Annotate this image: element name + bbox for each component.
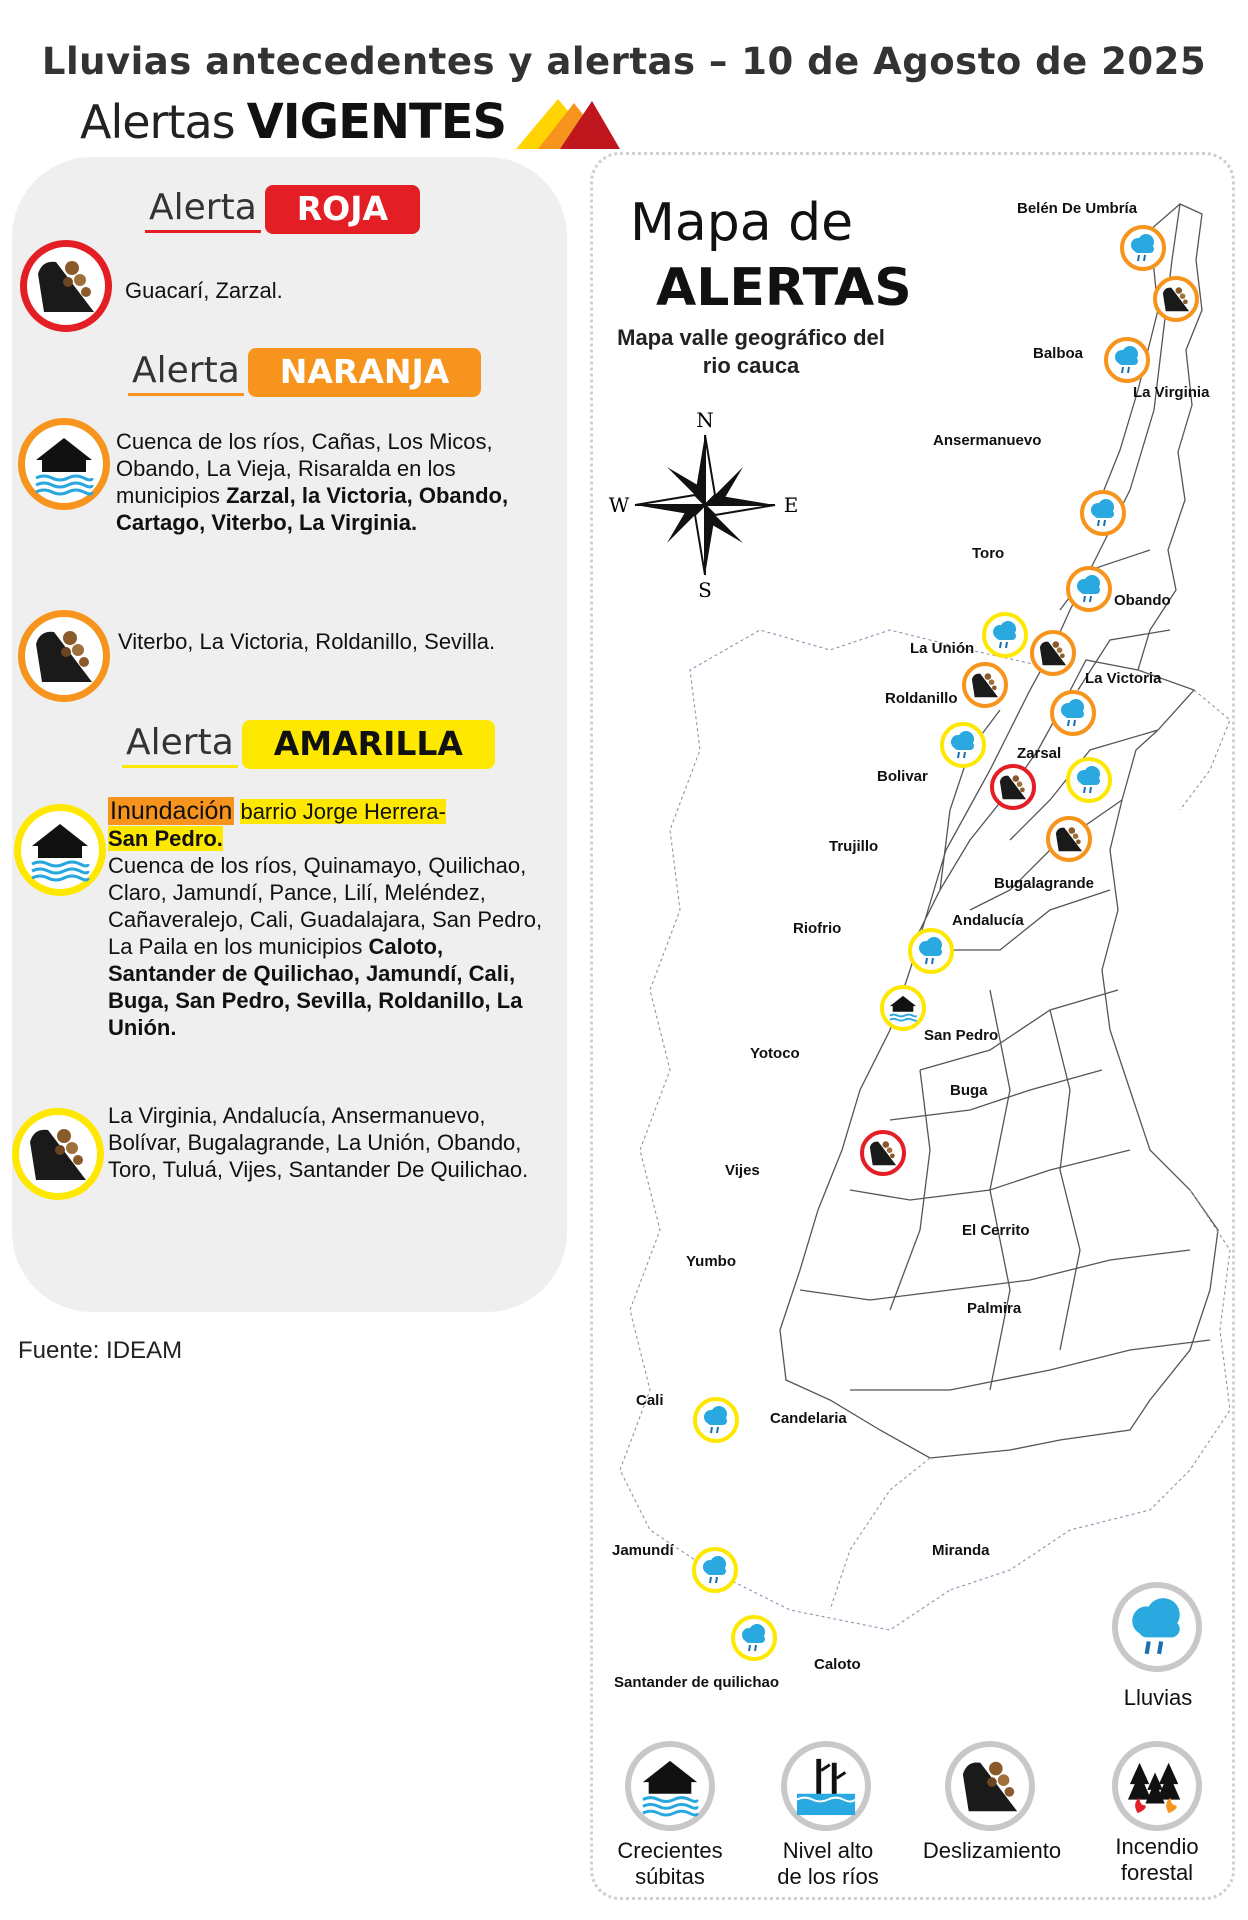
page-title: Lluvias antecedentes y alertas – 10 de Agosto de 2025 <box>41 40 1207 83</box>
alert-orange-header <box>128 348 481 397</box>
place-label: Toro <box>972 545 1005 562</box>
flood-marker[interactable] <box>880 985 926 1031</box>
legend-incendio-line2: forestal <box>1120 1860 1194 1885</box>
map-subtitle: Mapa valle geográfico del rio cauca <box>617 325 885 378</box>
place-label: Caloto <box>814 1656 861 1673</box>
place-label: Yotoco <box>750 1045 800 1062</box>
place-label: Zarsal <box>1017 745 1062 762</box>
rain-marker[interactable] <box>1080 490 1126 536</box>
landslide-marker[interactable] <box>1030 630 1076 676</box>
rain-marker[interactable] <box>1066 757 1112 803</box>
alert-orange-text-1 <box>116 428 556 536</box>
subtitle <box>80 92 620 152</box>
legend-crecientes-line2: súbitas <box>635 1864 705 1889</box>
rain-marker[interactable] <box>940 722 986 768</box>
alert-word: Alerta <box>128 350 244 396</box>
alert-orange-municipalities: Zarzal, la Victoria, Obando, Cartago, Viterbo, La Virginia. <box>116 483 509 535</box>
place-label: Cali <box>636 1392 664 1409</box>
rain-cloud-icon <box>1112 345 1142 375</box>
place-label: Bugalagrande <box>994 875 1095 892</box>
alert-yellow-header <box>122 720 495 769</box>
flood-location-bold: San Pedro. <box>108 826 223 851</box>
place-label: Candelaria <box>770 1410 847 1427</box>
place-label: La Virginia <box>1133 384 1210 401</box>
legend-incendio-label <box>1090 1834 1224 1886</box>
legend-deslizamiento-label: Deslizamiento <box>922 1838 1062 1863</box>
legend-landslide-icon <box>945 1741 1035 1831</box>
landslide-icon <box>18 610 110 702</box>
flood-house-icon <box>888 993 918 1023</box>
place-label: La Unión <box>910 640 975 657</box>
alert-red-header <box>145 185 420 234</box>
compass-e: E <box>783 493 799 517</box>
place-label: Andalucía <box>952 912 1024 929</box>
legend-crecientes-label <box>598 1838 742 1890</box>
place-label: Jamundí <box>612 1542 674 1559</box>
rain-marker[interactable] <box>1050 690 1096 736</box>
rain-marker[interactable] <box>692 1547 738 1593</box>
compass-s: S <box>698 578 712 602</box>
place-label: Palmira <box>967 1300 1022 1317</box>
legend-rain-icon <box>1112 1582 1202 1672</box>
rain-marker[interactable] <box>693 1397 739 1443</box>
landslide-icon <box>959 1755 1021 1817</box>
alert-yellow-municipalities: Caloto, Santander de Quilichao, Jamundí, Cali, Buga, San Pedro, Sevilla, Roldanillo, La Unión. <box>108 934 523 1040</box>
landslide-marker[interactable] <box>990 764 1036 810</box>
valley-map <box>590 190 1235 1650</box>
place-label: Obando <box>1114 592 1171 609</box>
rain-cloud-icon <box>1074 765 1104 795</box>
source-note: Fuente: IDEAM <box>18 1337 183 1364</box>
rain-marker[interactable] <box>908 928 954 974</box>
alert-word: Alerta <box>145 187 261 233</box>
place-label: La Victoria <box>1085 670 1162 687</box>
landslide-icon <box>12 1108 104 1200</box>
landslide-marker[interactable] <box>962 662 1008 708</box>
rain-cloud-icon <box>1058 698 1088 728</box>
place-label: San Pedro <box>924 1027 999 1044</box>
place-label: Vijes <box>725 1162 760 1179</box>
legend-river-level-icon <box>781 1741 871 1831</box>
legend-fire-icon <box>1112 1741 1202 1831</box>
legend-crecientes-line1: Crecientes <box>617 1838 723 1863</box>
alert-yellow-lead: Cuenca de los ríos, Quinamayo, Quilichao, Claro, Jamundí, Pance, Lilí, Meléndez, Cañaveralejo, Cali, Guadalajara, San Pedro, La Paila en los municipios <box>108 853 543 959</box>
place-label: Santander de quilichao <box>614 1674 780 1691</box>
rain-cloud-icon <box>916 936 946 966</box>
place-label: Balboa <box>1033 345 1084 362</box>
rain-marker[interactable] <box>1104 337 1150 383</box>
rain-marker[interactable] <box>731 1615 777 1661</box>
mountain-logo-icon <box>516 95 620 149</box>
place-label: Trujillo <box>829 838 879 855</box>
alert-level-orange: NARANJA <box>248 348 482 397</box>
landslide-icon <box>1038 638 1068 668</box>
alert-orange-lead: Cuenca de los ríos, Cañas, Los Micos, Obando, La Vieja, Risaralda en los municipios <box>116 429 493 508</box>
flood-house-icon <box>639 1755 701 1817</box>
flood-house-icon <box>14 804 106 896</box>
place-label: Roldanillo <box>885 690 958 707</box>
alert-red-text: Guacarí, Zarzal. <box>125 278 283 303</box>
rain-cloud-icon <box>948 730 978 760</box>
place-label: Riofrio <box>793 920 842 937</box>
place-label: Miranda <box>932 1542 990 1559</box>
compass-n: N <box>696 408 714 432</box>
place-label: El Cerrito <box>962 1222 1030 1239</box>
place-label: Bolivar <box>877 768 928 785</box>
subtitle-lead: Alertas <box>80 95 235 149</box>
map-title-line2: ALERTAS <box>656 258 912 318</box>
rain-cloud-icon <box>1126 1596 1188 1658</box>
subtitle-strong: VIGENTES <box>246 94 507 150</box>
landslide-icon <box>1161 284 1191 314</box>
rain-cloud-icon <box>1074 574 1104 604</box>
place-label: Yumbo <box>686 1253 737 1270</box>
legend-incendio-line1: Incendio <box>1115 1834 1199 1859</box>
map-title-line1: Mapa de <box>630 193 854 253</box>
landslide-marker[interactable] <box>1046 816 1092 862</box>
forest-fire-icon <box>1126 1755 1188 1817</box>
landslide-icon <box>1054 824 1084 854</box>
compass-w: W <box>608 493 630 517</box>
legend-nivel-line1: Nivel alto <box>782 1838 874 1863</box>
alert-orange-text-2: Viterbo, La Victoria, Roldanillo, Sevilla. <box>118 629 496 654</box>
rain-cloud-icon <box>990 620 1020 650</box>
rain-marker[interactable] <box>982 612 1028 658</box>
legend-lluvias-label: Lluvias <box>1123 1685 1193 1710</box>
rain-cloud-icon <box>700 1555 730 1585</box>
rain-cloud-icon <box>739 1623 769 1653</box>
landslide-icon <box>20 240 112 332</box>
alert-level-yellow: AMARILLA <box>242 720 495 769</box>
legend-flood-icon <box>625 1741 715 1831</box>
place-label: Ansermanuevo <box>933 432 1042 449</box>
flood-house-icon <box>18 418 110 510</box>
alert-yellow-text-1 <box>108 798 548 1041</box>
place-label: Belén De Umbría <box>1017 200 1138 217</box>
landslide-marker[interactable] <box>1153 276 1199 322</box>
legend-nivel-line2: de los ríos <box>777 1864 879 1889</box>
landslide-icon <box>970 670 1000 700</box>
flood-tag: Inundación <box>110 797 233 825</box>
rain-marker[interactable] <box>1120 225 1166 271</box>
legend-nivel-label <box>756 1838 900 1890</box>
alert-level-red: ROJA <box>265 185 420 234</box>
alert-word: Alerta <box>122 722 238 768</box>
rain-marker[interactable] <box>1066 566 1112 612</box>
landslide-icon <box>998 772 1028 802</box>
landslide-icon <box>868 1138 898 1168</box>
place-label: Buga <box>950 1082 988 1099</box>
alert-yellow-text-2: La Virginia, Andalucía, Ansermanuevo, Bolívar, Bugalagrande, La Unión, Obando, Toro, Tuluá, Vijes, Santander De Quilichao. <box>108 1103 529 1182</box>
rain-cloud-icon <box>1128 233 1158 263</box>
rain-cloud-icon <box>701 1405 731 1435</box>
rain-cloud-icon <box>1088 498 1118 528</box>
landslide-marker[interactable] <box>860 1130 906 1176</box>
flood-location: barrio Jorge Herrera- <box>240 799 446 824</box>
river-level-icon <box>795 1755 857 1817</box>
